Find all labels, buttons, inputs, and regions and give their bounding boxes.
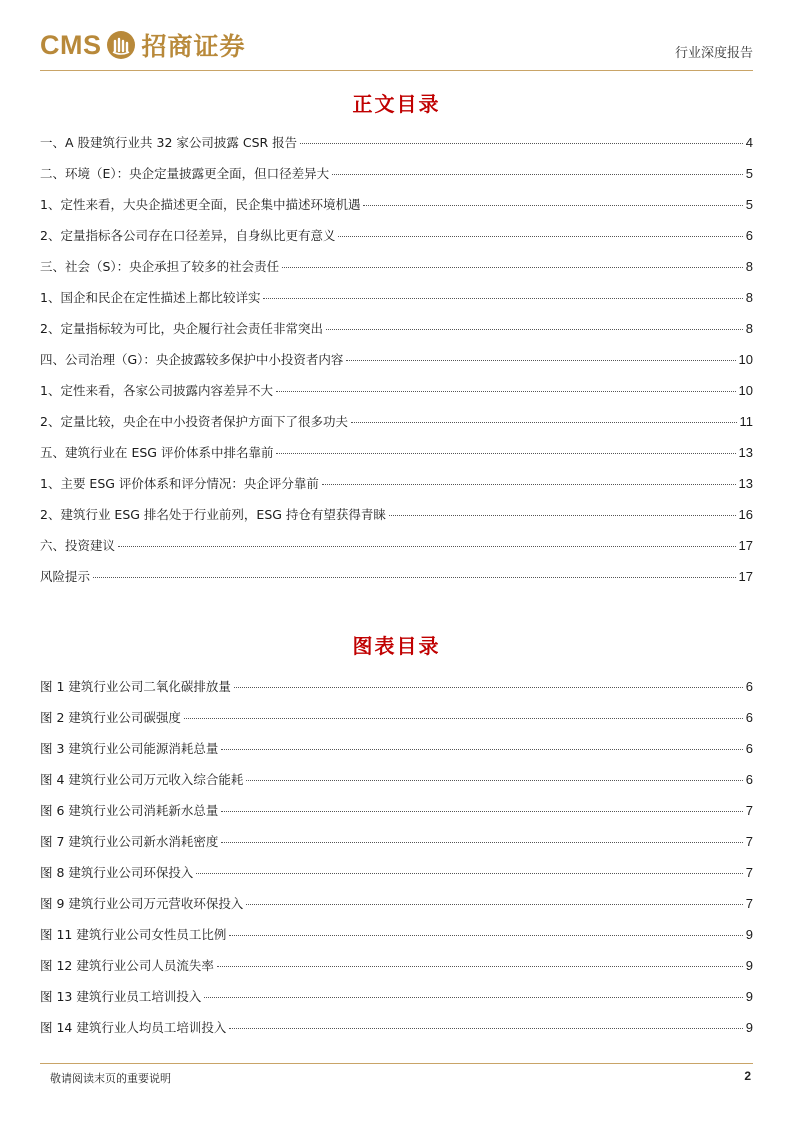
toc-entry-title[interactable]: 四、公司治理（G）：央企披露较多保护中小投资者内容	[40, 352, 344, 367]
figure-entry-page-number[interactable]: 7	[745, 803, 753, 818]
toc-entry[interactable]	[40, 406, 753, 437]
company-logo	[40, 26, 246, 64]
logo-latin-text: CMS	[40, 29, 102, 60]
toc-entry-title[interactable]: 1、定性来看，大央企描述更全面，民企集中描述环境机遇	[40, 197, 361, 212]
toc-entry[interactable]	[40, 251, 753, 282]
dot-leader	[322, 483, 736, 485]
header-divider	[40, 70, 753, 71]
toc-entry-page-number[interactable]: 13	[738, 476, 753, 491]
toc-entry-title[interactable]: 六、投资建议	[40, 538, 116, 553]
toc-entry-page-number[interactable]: 5	[745, 197, 753, 212]
dot-leader	[204, 996, 742, 998]
toc-entry[interactable]	[40, 189, 753, 220]
toc-entry[interactable]	[40, 282, 753, 313]
dot-leader	[221, 841, 742, 843]
figure-entry-page-number[interactable]: 9	[745, 927, 753, 942]
toc-entry[interactable]	[40, 158, 753, 189]
toc-entry[interactable]	[40, 313, 753, 344]
dot-leader	[338, 235, 742, 237]
footer-divider	[40, 1063, 753, 1064]
toc-entry-title[interactable]: 一、A 股建筑行业共 32 家公司披露 CSR 报告	[40, 135, 298, 150]
toc-entry-page-number[interactable]: 17	[738, 538, 753, 553]
toc-entry[interactable]	[40, 127, 753, 158]
toc-entry[interactable]	[40, 344, 753, 375]
toc-entry[interactable]	[40, 561, 753, 592]
figure-entry[interactable]	[40, 857, 753, 888]
dot-leader	[351, 421, 737, 423]
figure-entry[interactable]	[40, 919, 753, 950]
figure-entry-page-number[interactable]: 9	[745, 1020, 753, 1035]
figure-entry-title[interactable]: 图 11 建筑行业公司女性员工比例	[40, 927, 227, 942]
footer-disclaimer-note: 敬请阅读末页的重要说明	[50, 1072, 171, 1085]
figure-entry-title[interactable]: 图 9 建筑行业公司万元营收环保投入	[40, 896, 244, 911]
dot-leader	[221, 810, 742, 812]
figure-entry-page-number[interactable]: 6	[745, 710, 753, 725]
toc-entry-page-number[interactable]: 8	[745, 321, 753, 336]
logo-chinese-text: 招商证券	[141, 32, 246, 61]
dot-leader	[263, 297, 742, 299]
toc-entry-title[interactable]: 2、定量指标较为可比，央企履行社会责任非常突出	[40, 321, 323, 336]
figure-entry[interactable]	[40, 1012, 753, 1043]
dot-leader	[246, 903, 742, 905]
report-type-label: 行业深度报告	[674, 46, 753, 61]
figure-entry-title[interactable]: 图 1 建筑行业公司二氧化碳排放量	[40, 679, 231, 694]
toc-list	[40, 127, 753, 592]
toc-entry-page-number[interactable]: 8	[745, 290, 753, 305]
logo-emblem-icon	[106, 30, 136, 60]
dot-leader	[246, 779, 742, 781]
figure-entry-page-number[interactable]: 7	[745, 865, 753, 880]
toc-entry-title[interactable]: 2、定量比较，央企在中小投资者保护方面下了很多功夫	[40, 414, 348, 429]
toc-entry-page-number[interactable]: 11	[739, 414, 753, 429]
toc-entry-page-number[interactable]: 16	[738, 507, 753, 522]
figure-entry-title[interactable]: 图 13 建筑行业员工培训投入	[40, 989, 202, 1004]
toc-entry-title[interactable]: 2、建筑行业 ESG 排名处于行业前列，ESG 持仓有望获得青睐	[40, 507, 386, 522]
toc-entry[interactable]	[40, 468, 753, 499]
dot-leader	[234, 686, 743, 688]
figure-entry[interactable]	[40, 795, 753, 826]
figure-entry-page-number[interactable]: 6	[745, 741, 753, 756]
dot-leader	[221, 748, 742, 750]
toc-entry-page-number[interactable]: 10	[738, 383, 753, 398]
figure-entry-page-number[interactable]: 9	[745, 958, 753, 973]
figure-entry[interactable]	[40, 950, 753, 981]
dot-leader	[184, 717, 743, 719]
toc-entry-page-number[interactable]: 8	[745, 259, 753, 274]
toc-entry[interactable]	[40, 375, 753, 406]
toc-entry[interactable]	[40, 530, 753, 561]
dot-leader	[93, 576, 736, 578]
figure-entry[interactable]	[40, 826, 753, 857]
dot-leader	[229, 1027, 742, 1029]
dot-leader	[217, 965, 743, 967]
figure-entry-title[interactable]: 图 4 建筑行业公司万元收入综合能耗	[40, 772, 244, 787]
toc-entry-title[interactable]: 风险提示	[40, 569, 91, 584]
dot-leader	[196, 872, 742, 874]
dot-leader	[363, 204, 742, 206]
figure-entry-page-number[interactable]: 6	[745, 679, 753, 694]
figure-entry-page-number[interactable]: 7	[745, 834, 753, 849]
toc-entry-page-number[interactable]: 6	[745, 228, 753, 243]
figure-entry-title[interactable]: 图 2 建筑行业公司碳强度	[40, 710, 181, 725]
dot-leader	[346, 359, 735, 361]
toc-title: 正文目录	[352, 92, 441, 116]
figure-entry-title[interactable]: 图 14 建筑行业人均员工培训投入	[40, 1020, 227, 1035]
page-header	[40, 26, 753, 72]
figure-entry-page-number[interactable]: 7	[745, 896, 753, 911]
figure-entry-page-number[interactable]: 9	[745, 989, 753, 1004]
dot-leader	[229, 934, 742, 936]
toc-entry-page-number[interactable]: 17	[738, 569, 753, 584]
toc-entry[interactable]	[40, 437, 753, 468]
dot-leader	[276, 452, 735, 454]
figure-entry-title[interactable]: 图 7 建筑行业公司新水消耗密度	[40, 834, 219, 849]
toc-entry-page-number[interactable]: 13	[738, 445, 753, 460]
figure-entry-title[interactable]: 图 3 建筑行业公司能源消耗总量	[40, 741, 219, 756]
dot-leader	[276, 390, 736, 392]
dot-leader	[326, 328, 743, 330]
dot-leader	[282, 266, 743, 268]
figures-title: 图表目录	[352, 634, 441, 658]
dot-leader	[300, 142, 743, 144]
toc-entry-title[interactable]: 五、建筑行业在 ESG 评价体系中排名靠前	[40, 445, 274, 460]
toc-entry[interactable]	[40, 499, 753, 530]
toc-entry-page-number[interactable]: 10	[738, 352, 753, 367]
figure-entry-title[interactable]: 图 6 建筑行业公司消耗新水总量	[40, 803, 219, 818]
toc-entry-title[interactable]: 1、国企和民企在定性描述上都比较详实	[40, 290, 261, 305]
page-number: 2	[744, 1069, 751, 1083]
toc-entry-title[interactable]: 2、定量指标各公司存在口径差异，自身纵比更有意义	[40, 228, 336, 243]
toc-entry-title[interactable]: 1、主要 ESG 评价体系和评分情况：央企评分靠前	[40, 476, 319, 491]
figure-entry[interactable]	[40, 671, 753, 702]
toc-entry[interactable]	[40, 220, 753, 251]
figure-entry[interactable]	[40, 702, 753, 733]
figure-entry[interactable]	[40, 888, 753, 919]
toc-entry-page-number[interactable]: 5	[745, 166, 753, 181]
figure-entry-title[interactable]: 图 12 建筑行业公司人员流失率	[40, 958, 214, 973]
toc-entry-title[interactable]: 1、定性来看，各家公司披露内容差异不大	[40, 383, 273, 398]
toc-entry-title[interactable]: 二、环境（E）：央企定量披露更全面，但口径差异大	[40, 166, 330, 181]
figures-list	[40, 671, 753, 1043]
dot-leader	[332, 173, 743, 175]
figure-entry[interactable]	[40, 981, 753, 1012]
figure-entry-page-number[interactable]: 6	[745, 772, 753, 787]
dot-leader	[389, 514, 736, 516]
figure-entry[interactable]	[40, 733, 753, 764]
toc-entry-title[interactable]: 三、社会（S）：央企承担了较多的社会责任	[40, 259, 280, 274]
figure-entry-title[interactable]: 图 8 建筑行业公司环保投入	[40, 865, 194, 880]
figure-entry[interactable]	[40, 764, 753, 795]
toc-entry-page-number[interactable]: 4	[745, 135, 753, 150]
dot-leader	[118, 545, 736, 547]
